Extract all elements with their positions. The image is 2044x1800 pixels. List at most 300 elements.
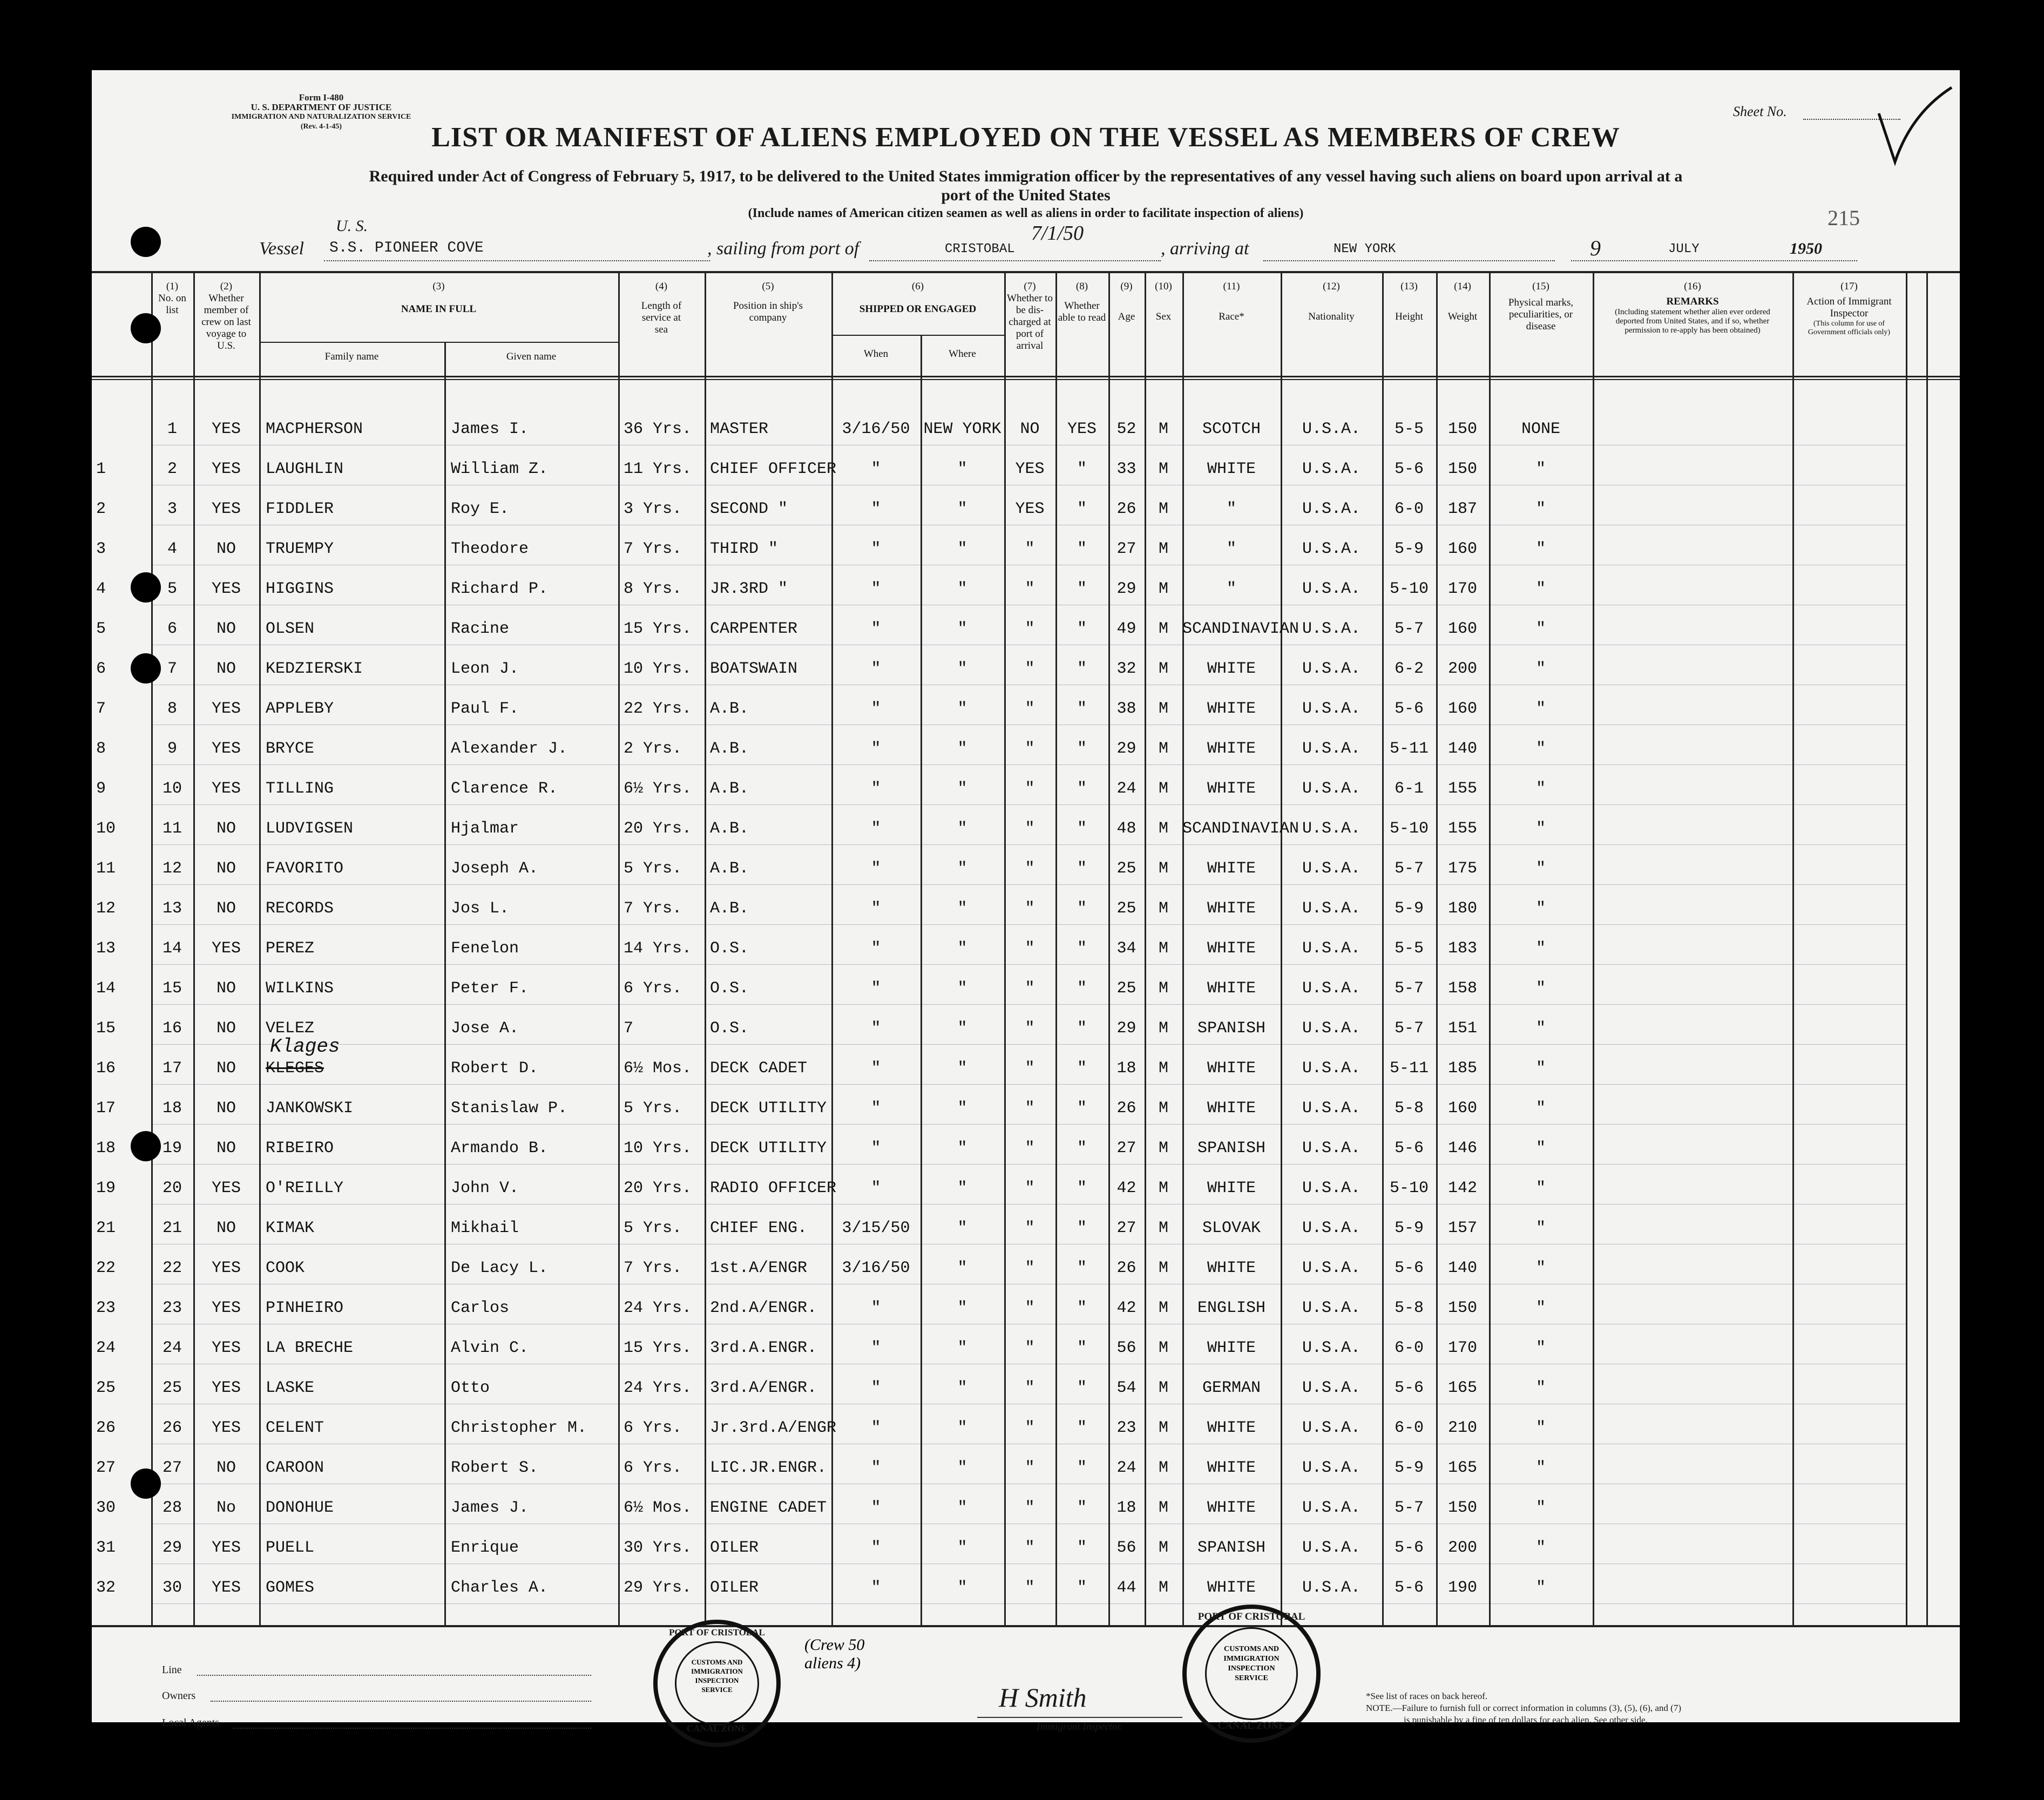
cell-shipped-where: " [957,540,967,558]
cell-age: 42 [1116,1179,1136,1197]
cell-weight: 165 [1447,1379,1477,1397]
cell-shipped-where: " [957,1379,967,1397]
cell-service-length: 11 Yrs. [624,460,692,478]
cell-shipped-where: " [957,780,967,798]
table-row [92,1529,1960,1568]
cell-nationality: U.S.A. [1302,1419,1361,1437]
cell-physical-marks: NONE [1521,420,1560,438]
cell-age: 25 [1116,860,1136,878]
cell-sex: M [1158,1019,1168,1038]
cell-able-to-read: " [1077,620,1087,638]
cell-margin-number: 9 [96,780,106,798]
cell-given-name: Theodore [451,540,529,558]
cell-physical-marks: " [1535,979,1546,998]
cell-given-name: Jos L. [451,899,510,918]
cell-weight: 170 [1447,1339,1477,1357]
cell-list-number: 6 [167,620,177,638]
cell-sex: M [1158,1379,1168,1397]
cell-weight: 180 [1447,899,1477,918]
cell-list-number: 8 [167,700,177,718]
cell-given-name: De Lacy L. [451,1259,549,1277]
arrival-year: 1950 [1790,240,1822,258]
cell-discharged: " [1025,700,1035,718]
cell-family-name: WILKINS [266,979,334,998]
cell-shipped-when: " [871,899,881,918]
cell-age: 56 [1116,1539,1136,1557]
cell-discharged: " [1025,820,1035,838]
cell-list-number: 21 [162,1219,182,1237]
cell-position: A.B. [710,820,749,838]
cell-discharged: " [1025,1019,1035,1038]
cell-family-name: APPLEBY [266,700,334,718]
cell-able-to-read: " [1077,700,1087,718]
cell-weight: 160 [1447,620,1477,638]
table-row [92,1090,1960,1128]
cell-margin-number: 4 [96,580,106,598]
cell-height: 5-10 [1389,1179,1429,1197]
cell-sex: M [1158,1099,1168,1118]
cell-sex: M [1158,1299,1168,1317]
cell-family-name: TILLING [266,780,334,798]
cell-nationality: U.S.A. [1302,660,1361,678]
cell-age: 27 [1116,1139,1136,1158]
cell-age: 32 [1116,660,1136,678]
cell-weight: 140 [1447,740,1477,758]
cell-race: WHITE [1207,1419,1256,1437]
col4-header: (4) Length of service at sea [641,281,682,335]
cell-nationality: U.S.A. [1302,1019,1361,1038]
cell-discharged: " [1025,1419,1035,1437]
cell-shipped-where: " [957,1299,967,1317]
cell-able-to-read: " [1077,500,1087,518]
cell-sex: M [1158,979,1168,998]
cell-sex: M [1158,1499,1168,1517]
cell-race: WHITE [1207,1099,1256,1118]
cell-shipped-where: " [957,860,967,878]
cell-family-name: HIGGINS [266,580,334,598]
cell-height: 5-11 [1389,1059,1429,1078]
col14-header: (14) Weight [1447,281,1478,322]
cell-discharged: " [1025,780,1035,798]
cell-discharged: " [1025,660,1035,678]
cell-weight: 200 [1447,1539,1477,1557]
cell-age: 29 [1116,740,1136,758]
cell-weight: 142 [1447,1179,1477,1197]
cell-service-length: 10 Yrs. [624,660,692,678]
cell-service-length: 29 Yrs. [624,1579,692,1597]
table-row [92,530,1960,569]
cell-age: 18 [1116,1499,1136,1517]
cell-able-to-read: " [1077,1379,1087,1397]
cell-list-number: 14 [162,939,182,958]
cell-list-number: 16 [162,1019,182,1038]
cell-race: WHITE [1207,1059,1256,1078]
cell-able-to-read: " [1077,979,1087,998]
cell-last-voyage: YES [211,1179,241,1197]
cell-discharged: " [1025,1379,1035,1397]
owners-field [211,1701,591,1702]
cell-shipped-where: " [957,1339,967,1357]
cell-shipped-where: " [957,1259,967,1277]
cell-discharged: YES [1015,500,1045,518]
cell-family-name: JANKOWSKI [266,1099,354,1118]
cell-physical-marks: " [1535,899,1546,918]
cell-sex: M [1158,1059,1168,1078]
cell-sex: M [1158,1539,1168,1557]
form-rev: (Rev. 4-1-45) [300,123,342,131]
cell-height: 6-2 [1394,660,1424,678]
handwritten-crew-note: (Crew 50 aliens 4) [804,1636,865,1672]
cell-list-number: 23 [162,1299,182,1317]
cell-shipped-when: " [871,1019,881,1038]
cell-given-name: Richard P. [451,580,549,598]
form-number: Form I-480 [299,92,344,103]
cell-shipped-where: " [957,620,967,638]
cell-able-to-read: " [1077,1059,1087,1078]
cell-nationality: U.S.A. [1302,780,1361,798]
cell-family-name: GOMES [266,1579,315,1597]
cell-nationality: U.S.A. [1302,1259,1361,1277]
cell-race: " [1226,540,1236,558]
cell-given-name: Paul F. [451,700,519,718]
cell-margin-number: 30 [96,1499,116,1517]
cell-age: 29 [1116,580,1136,598]
cell-list-number: 27 [162,1459,182,1477]
cell-physical-marks: " [1535,620,1546,638]
manifest-page [92,70,1960,1734]
cell-discharged: " [1025,1179,1035,1197]
cell-able-to-read: " [1077,1579,1087,1597]
cell-weight: 150 [1447,1299,1477,1317]
cell-last-voyage: YES [211,1579,241,1597]
subtitle-line-1: Required under Act of Congress of February 5, 1917, to be delivered to the United States immigration officer by the representatives of any vessel having such aliens on board upon arrival at a [369,167,1683,185]
cell-weight: 155 [1447,780,1477,798]
cell-margin-number: 25 [96,1379,116,1397]
customs-stamp-left: PORT OF CRISTOBAL CUSTOMS AND IMMIGRATION INSPECTION SERVICE CANAL ZONE [653,1620,781,1747]
cell-list-number: 2 [167,460,177,478]
table-row [92,1409,1960,1448]
cell-shipped-where: " [957,1139,967,1158]
penalty-note-1: NOTE.—Failure to furnish full or correct information in columns (3), (5), (6), and (7) [1366,1703,1681,1713]
table-row [92,1169,1960,1208]
cell-service-length: 5 Yrs. [624,860,682,878]
cell-last-voyage: YES [211,1299,241,1317]
cell-given-name: Racine [451,620,510,638]
cell-weight: 150 [1447,420,1477,438]
cell-sex: M [1158,1139,1168,1158]
cell-shipped-where: " [957,580,967,598]
cell-height: 5-7 [1394,860,1424,878]
cell-shipped-when: " [871,580,881,598]
cell-shipped-when: " [871,540,881,558]
cell-position: BOATSWAIN [710,660,798,678]
cell-able-to-read: " [1077,580,1087,598]
cell-physical-marks: " [1535,700,1546,718]
cell-physical-marks: " [1535,1339,1546,1357]
cell-height: 5-10 [1389,580,1429,598]
cell-shipped-when: " [871,740,881,758]
cell-able-to-read: " [1077,660,1087,678]
cell-shipped-where: " [957,939,967,958]
cell-sex: M [1158,1219,1168,1237]
table-row [92,1369,1960,1408]
cell-given-name: James I. [451,420,529,438]
cell-shipped-when: " [871,860,881,878]
vessel-label: Vessel [259,239,304,259]
cell-nationality: U.S.A. [1302,899,1361,918]
cell-able-to-read: " [1077,460,1087,478]
cell-given-name: Stanislaw P. [451,1099,568,1118]
cell-age: 48 [1116,820,1136,838]
cell-nationality: U.S.A. [1302,420,1361,438]
cell-able-to-read: " [1077,1219,1087,1237]
cell-service-length: 20 Yrs. [624,1179,692,1197]
cell-shipped-when: " [871,939,881,958]
cell-race: GERMAN [1202,1379,1261,1397]
cell-position: OILER [710,1579,759,1597]
cell-last-voyage: NO [216,1019,236,1038]
cell-nationality: U.S.A. [1302,860,1361,878]
cell-list-number: 25 [162,1379,182,1397]
cell-last-voyage: YES [211,1259,241,1277]
cell-able-to-read: " [1077,1179,1087,1197]
table-row [92,1329,1960,1368]
sailing-port: CRISTOBAL [945,242,1015,256]
cell-position: RADIO OFFICER [710,1179,837,1197]
cell-weight: 170 [1447,580,1477,598]
cell-height: 5-6 [1394,460,1424,478]
cell-able-to-read: " [1077,780,1087,798]
cell-shipped-where: " [957,1219,967,1237]
punch-hole [131,572,161,603]
arriving-label: , arriving at [1161,239,1249,259]
cell-list-number: 22 [162,1259,182,1277]
cell-race: SPANISH [1197,1539,1266,1557]
cell-physical-marks: " [1535,1019,1546,1038]
punch-hole [131,313,161,343]
cell-position: 3rd.A.ENGR. [710,1339,817,1357]
table-row [92,450,1960,489]
cell-given-name: Clarence R. [451,780,558,798]
cell-position: SECOND " [710,500,788,518]
cell-height: 5-8 [1394,1099,1424,1118]
cell-position: ENGINE CADET [710,1499,827,1517]
cell-discharged: " [1025,620,1035,638]
cell-shipped-when: 3/16/50 [842,1259,910,1277]
cell-margin-number: 6 [96,660,106,678]
cell-physical-marks: " [1535,660,1546,678]
cell-weight: 158 [1447,979,1477,998]
table-row [92,650,1960,689]
cell-discharged: " [1025,1299,1035,1317]
cell-shipped-when: " [871,500,881,518]
cell-service-length: 36 Yrs. [624,420,692,438]
cell-sex: M [1158,1459,1168,1477]
cell-weight: 165 [1447,1459,1477,1477]
table-row [92,1489,1960,1528]
cell-weight: 160 [1447,700,1477,718]
cell-position: O.S. [710,1019,749,1038]
cell-physical-marks: " [1535,540,1546,558]
table-row [92,1449,1960,1488]
cell-nationality: U.S.A. [1302,580,1361,598]
cell-margin-number: 32 [96,1579,116,1597]
cell-height: 5-6 [1394,1259,1424,1277]
cell-service-length: 22 Yrs. [624,700,692,718]
cell-weight: 150 [1447,1499,1477,1517]
cell-last-voyage: NO [216,979,236,998]
cell-list-number: 13 [162,899,182,918]
cell-able-to-read: " [1077,1019,1087,1038]
cell-margin-number: 10 [96,820,116,838]
cell-last-voyage: YES [211,740,241,758]
cell-position: CHIEF ENG. [710,1219,808,1237]
form-dept: U. S. DEPARTMENT OF JUSTICE [251,102,392,112]
vessel-name: S.S. PIONEER COVE [329,240,484,256]
cell-shipped-where: " [957,1579,967,1597]
cell-shipped-when: " [871,620,881,638]
cell-service-length: 6 Yrs. [624,979,682,998]
cell-physical-marks: " [1535,1099,1546,1118]
arrival-month: JULY [1668,242,1700,256]
cell-age: 26 [1116,1259,1136,1277]
cell-race: SCANDINAVIAN [1182,620,1300,638]
cell-sex: M [1158,1419,1168,1437]
cell-sex: M [1158,939,1168,958]
cell-position: MASTER [710,420,769,438]
cell-nationality: U.S.A. [1302,1499,1361,1517]
cell-sex: M [1158,660,1168,678]
cell-race: " [1226,580,1236,598]
cell-height: 5-7 [1394,979,1424,998]
cell-position: JR.3RD " [710,580,788,598]
cell-height: 5-7 [1394,620,1424,638]
cell-shipped-when: " [871,1059,881,1078]
cell-position: DECK UTILITY [710,1099,827,1118]
cell-race: WHITE [1207,939,1256,958]
cell-family-name: PEREZ [266,939,315,958]
cell-weight: 175 [1447,860,1477,878]
cell-shipped-when: " [871,1139,881,1158]
cell-nationality: U.S.A. [1302,1219,1361,1237]
table-row [92,690,1960,729]
cell-age: 26 [1116,500,1136,518]
cell-last-voyage: NO [216,540,236,558]
sailing-label: , sailing from port of [707,239,859,259]
cell-last-voyage: YES [211,460,241,478]
cell-race: WHITE [1207,1459,1256,1477]
cell-height: 6-0 [1394,1339,1424,1357]
owners-label: Owners [162,1690,196,1702]
cell-discharged: YES [1015,460,1045,478]
cell-nationality: U.S.A. [1302,1299,1361,1317]
cell-nationality: U.S.A. [1302,1539,1361,1557]
cell-sex: M [1158,1259,1168,1277]
table-row [92,490,1960,529]
table-row [92,1010,1960,1048]
cell-nationality: U.S.A. [1302,620,1361,638]
cell-shipped-when: " [871,1499,881,1517]
cell-margin-number: 16 [96,1059,116,1078]
cell-nationality: U.S.A. [1302,1579,1361,1597]
cell-sex: M [1158,1339,1168,1357]
cell-nationality: U.S.A. [1302,540,1361,558]
cell-able-to-read: " [1077,1339,1087,1357]
cell-service-length: 14 Yrs. [624,939,692,958]
cell-shipped-where: " [957,1019,967,1038]
cell-shipped-when: " [871,1459,881,1477]
col16-header: (16) REMARKS (Including statement whether alien ever ordered deported from United States, and if so, whether permission to re-apply has been obtained) [1615,281,1770,335]
shipped-subheader-line [831,335,1004,336]
col9-header: (9) Age [1118,281,1135,322]
table-row [92,890,1960,929]
cell-list-number: 30 [162,1579,182,1597]
cell-nationality: U.S.A. [1302,460,1361,478]
cell-weight: 160 [1447,540,1477,558]
cell-race: WHITE [1207,740,1256,758]
cell-race: WHITE [1207,460,1256,478]
cell-sex: M [1158,700,1168,718]
cell-given-name: Carlos [451,1299,510,1317]
cell-last-voyage: NO [216,899,236,918]
table-row [92,970,1960,1009]
cell-position: CARPENTER [710,620,798,638]
where-header: Where [949,348,976,360]
cell-height: 5-9 [1394,1459,1424,1477]
cell-shipped-when: " [871,700,881,718]
cell-family-name: KIMAK [266,1219,315,1237]
cell-nationality: U.S.A. [1302,700,1361,718]
cell-margin-number: 5 [96,620,106,638]
cell-shipped-where: " [957,1179,967,1197]
cell-margin-number: 22 [96,1259,116,1277]
cell-family-name: DONOHUE [266,1499,334,1517]
cell-service-length: 6½ Yrs. [624,780,692,798]
cell-family-name: TRUEMPY [266,540,334,558]
cell-given-name: Robert S. [451,1459,539,1477]
cell-able-to-read: " [1077,1419,1087,1437]
cell-shipped-when: " [871,780,881,798]
cell-race: SLOVAK [1202,1219,1261,1237]
cell-family-name: PINHEIRO [266,1299,344,1317]
cell-height: 6-0 [1394,500,1424,518]
cell-discharged: " [1025,1459,1035,1477]
cell-shipped-where: " [957,1099,967,1118]
cell-margin-number: 23 [96,1299,116,1317]
cell-physical-marks: " [1535,1139,1546,1158]
cell-physical-marks: " [1535,1219,1546,1237]
cell-physical-marks: " [1535,460,1546,478]
cell-shipped-when: " [871,979,881,998]
col10-header: (10) Sex [1155,281,1172,322]
cell-discharged: " [1025,580,1035,598]
cell-margin-number: 1 [96,460,106,478]
cell-margin-number: 15 [96,1019,116,1038]
cell-service-length: 10 Yrs. [624,1139,692,1158]
cell-age: 26 [1116,1099,1136,1118]
cell-age: 44 [1116,1579,1136,1597]
cell-service-length: 7 [624,1019,634,1038]
cell-service-length: 8 Yrs. [624,580,682,598]
page-number: 215 [1828,206,1860,230]
cell-shipped-where: " [957,1499,967,1517]
cell-family-name: LASKE [266,1379,315,1397]
cell-weight: 200 [1447,660,1477,678]
cell-family-name: PUELL [266,1539,315,1557]
cell-discharged: " [1025,1579,1035,1597]
cell-age: 25 [1116,979,1136,998]
col2-header: (2) Whether member of crew on last voyage to U.S. [201,281,251,351]
